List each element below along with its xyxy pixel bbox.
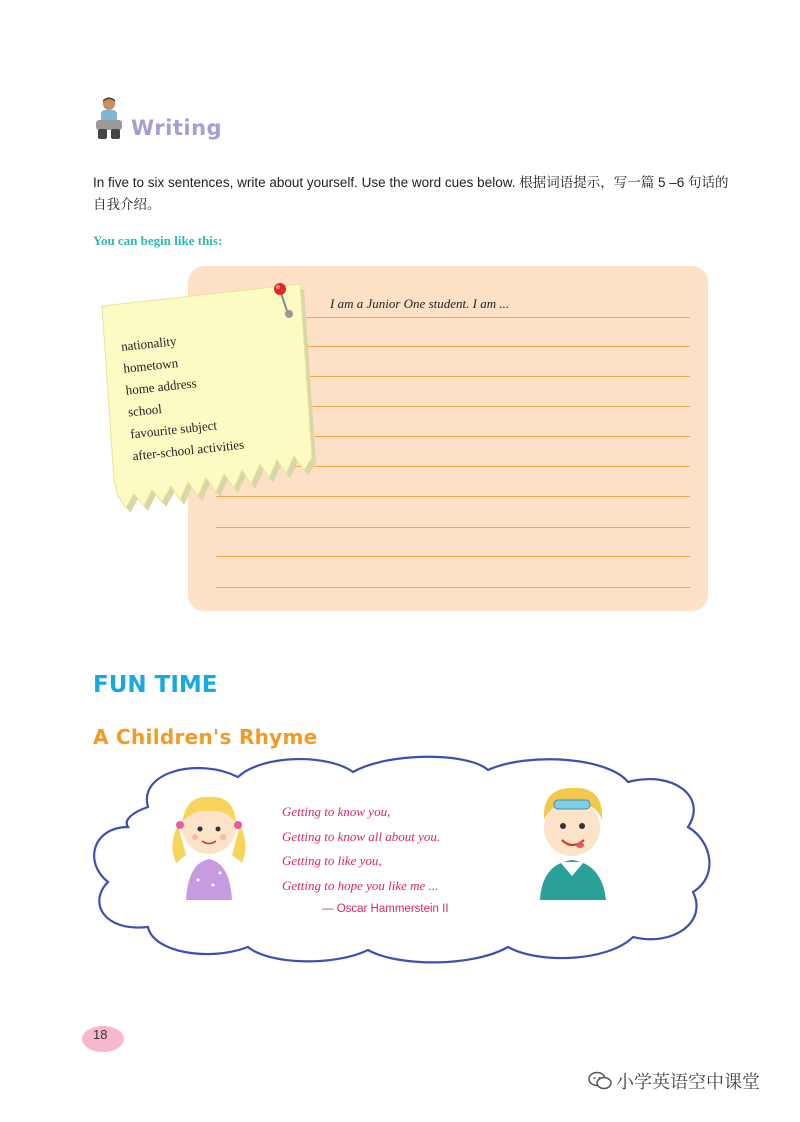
pushpin-icon — [270, 280, 300, 320]
girl-illustration — [168, 785, 250, 900]
writing-line — [216, 587, 690, 588]
cue-item: after-school activities — [131, 436, 245, 464]
writing-section-title: Writing — [131, 116, 223, 140]
fun-time-heading: FUN TIME — [93, 672, 218, 698]
poem-author: — Oscar Hammerstein II — [322, 903, 449, 915]
watermark — [588, 1068, 760, 1094]
word-cues-note — [94, 280, 324, 515]
writing-instruction: In five to six sentences, write about yourself. Use the word cues below. 根据词语提示，写一篇 5 –6 句话的自我介绍。 — [93, 175, 729, 212]
cue-item: hometown — [122, 355, 179, 376]
boy-illustration — [530, 780, 615, 900]
poem-line: Getting to like you, — [282, 853, 382, 868]
poem-line: Getting to hope you like me ... — [282, 877, 439, 893]
writing-boy-icon — [92, 96, 126, 140]
begin-hint: You can begin like this: — [93, 233, 223, 248]
poem-line: Getting to know all about you. — [282, 828, 441, 844]
starter-sentence: I am a Junior One student. I am ... — [330, 296, 510, 311]
cue-item: school — [127, 401, 163, 420]
rhyme-title: A Children's Rhyme — [93, 725, 318, 749]
cue-item: favourite subject — [129, 417, 218, 442]
writing-line — [216, 527, 690, 528]
rhyme-poem — [282, 800, 440, 898]
writing-line — [216, 556, 690, 557]
wechat-icon — [588, 1071, 612, 1091]
poem-line: Getting to know you, — [282, 804, 391, 819]
page-number: 18 — [93, 1027, 108, 1042]
watermark-text: 小学英语空中课堂 — [616, 1072, 760, 1093]
cue-item: home address — [124, 375, 198, 398]
cue-item: nationality — [120, 333, 178, 354]
word-cue-list — [120, 324, 245, 467]
